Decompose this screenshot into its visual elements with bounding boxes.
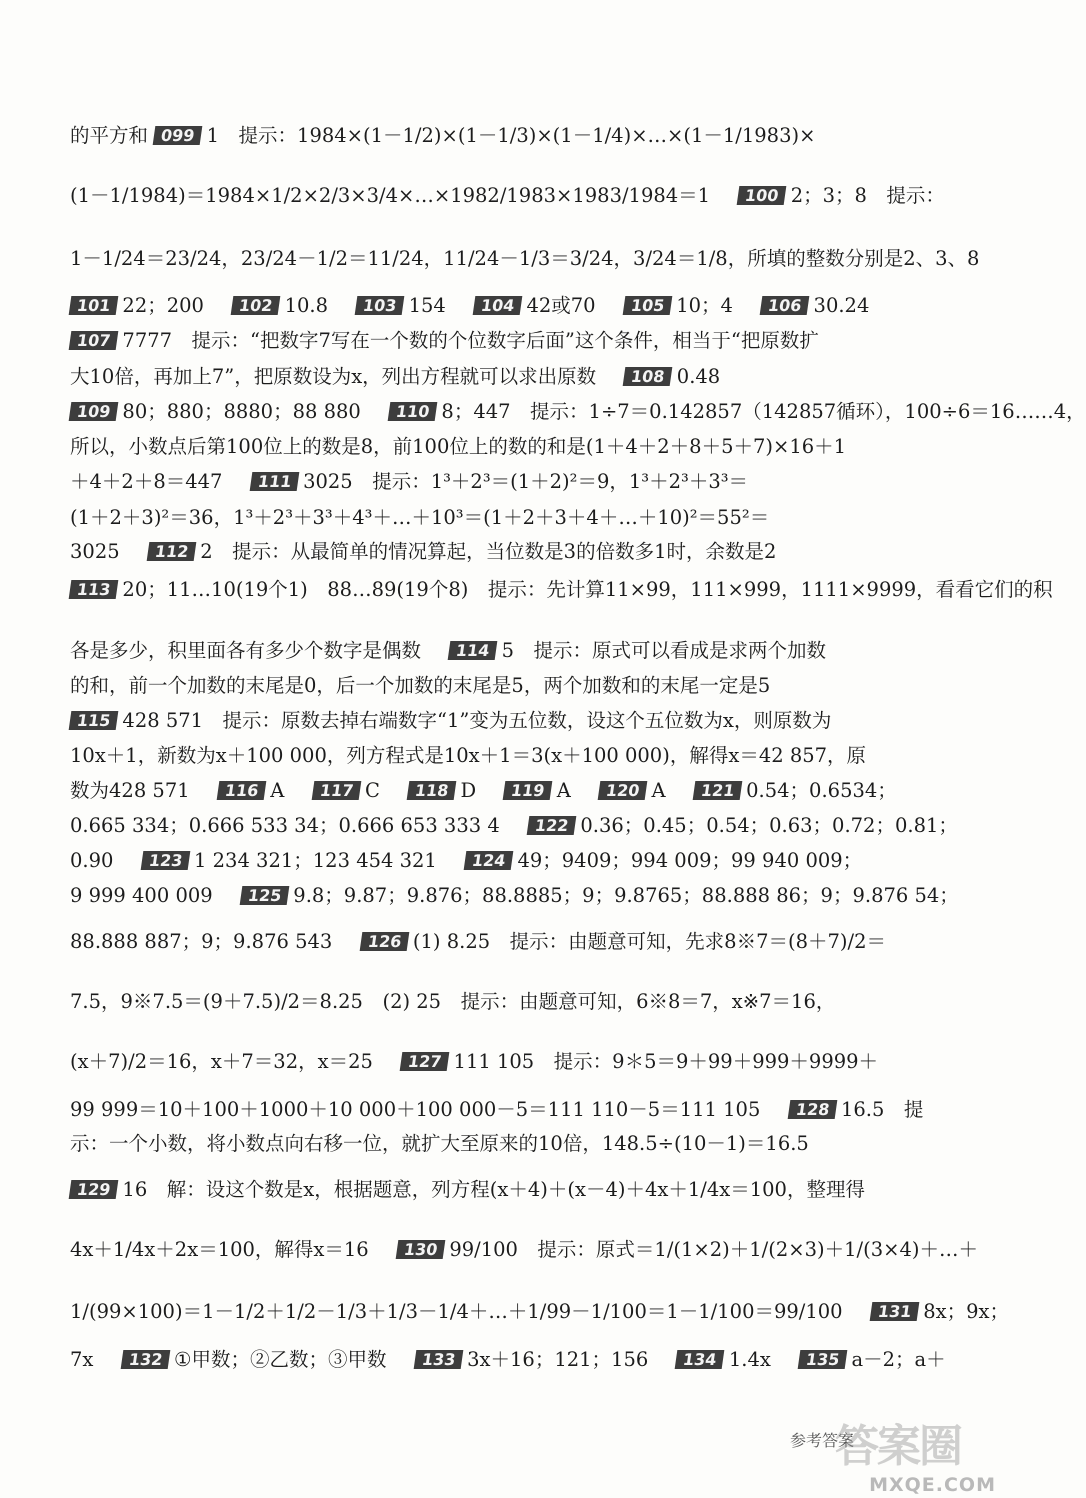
text-row bbox=[70, 576, 1053, 604]
page-footer: 参考答案 bbox=[790, 1431, 855, 1450]
question-number: 111 bbox=[249, 472, 299, 491]
text-row bbox=[70, 538, 915, 566]
question-number: 103 bbox=[355, 296, 405, 315]
answer-text: 16.5 提 bbox=[840, 1098, 924, 1121]
answer-text: 2 提示：从最简单的情况算起，当位数是3的倍数多1时，余数是2 bbox=[200, 540, 777, 563]
text-row bbox=[70, 1096, 924, 1124]
question-number: 116 bbox=[217, 781, 267, 800]
answer-text: 10x＋1，新数为x＋100 000，列方程式是10x＋1＝3(x＋100 000)，解得x＝42 857，原 bbox=[70, 744, 867, 767]
answer-text: 7.5，9※7.5＝(9＋7.5)/2＝8.25 (2) 25 提示：由题意可知，6※8＝7，x※7＝16， bbox=[70, 990, 836, 1013]
text-row bbox=[70, 398, 1086, 426]
question-number: 119 bbox=[503, 781, 553, 800]
question-number: 109 bbox=[69, 402, 119, 421]
answer-text: 数为428 571 bbox=[70, 779, 190, 802]
answer-text: 428 571 提示：原数去掉右端数字“1”变为五位数，设这个五位数为x，则原数为 bbox=[122, 709, 832, 732]
text-row bbox=[70, 812, 958, 840]
text-row bbox=[70, 882, 959, 910]
text-row bbox=[70, 327, 915, 355]
answer-text: ＋4＋2＋8＝447 bbox=[70, 470, 223, 493]
answer-text: A bbox=[556, 779, 571, 802]
text-row bbox=[70, 1236, 978, 1264]
answer-text: a－2；a＋ bbox=[851, 1348, 946, 1371]
question-number: 105 bbox=[622, 296, 672, 315]
answer-text: 88.888 887；9；9.876 543 bbox=[70, 930, 333, 953]
answer-text: 大10倍，再加上7”，把原数设为x，列出方程就可以求出原数 bbox=[70, 365, 597, 388]
question-number: 132 bbox=[120, 1350, 170, 1369]
answer-text: D bbox=[460, 779, 477, 802]
text-row bbox=[70, 245, 980, 273]
answer-text: (1) 8.25 提示：由题意可知，先求8※7＝(8＋7)/2＝ bbox=[412, 930, 886, 953]
answer-text: 7x bbox=[70, 1348, 94, 1371]
text-row bbox=[70, 1346, 946, 1374]
answer-text: 10；4 bbox=[676, 294, 733, 317]
answer-text: 16 解：设这个数是x，根据题意，列方程(x＋4)＋(x－4)＋4x＋1/4x＝100，整理得 bbox=[122, 1178, 865, 1201]
answer-text: 所以，小数点后第100位上的数是8，前100位上的数的和是(1＋4＋2＋8＋5＋7)×16＋1 bbox=[70, 435, 847, 458]
answer-text: 20；11…10(19个1) 88…89(19个8) 提示：先计算11×99，111×999，1111×9999，看看它们的积 bbox=[122, 578, 1053, 601]
answer-text: 3x＋16；121；156 bbox=[467, 1348, 649, 1371]
answer-text: 9.8；9.87；9.876；88.8885；9；9.8765；88.888 86；9；9.876 54； bbox=[293, 884, 959, 907]
answer-text: A bbox=[270, 779, 285, 802]
text-fragment: (1－1/1984)＝1984×1/2×2/3×3/4×…×1982/1983×1983/1984＝1 bbox=[70, 184, 711, 207]
text-row bbox=[70, 637, 915, 665]
text-row bbox=[70, 182, 945, 210]
answer-text: 10.8 bbox=[284, 294, 328, 317]
answer-text: 111 105 提示：9＊5＝9＋99＋999＋9999＋ bbox=[453, 1050, 879, 1073]
question-number: 117 bbox=[311, 781, 361, 800]
text-row bbox=[70, 1130, 915, 1158]
text-row bbox=[70, 928, 915, 956]
text-row bbox=[70, 504, 915, 532]
answer-text: 各是多少，积里面各有多少个数字是偶数 bbox=[70, 639, 422, 662]
answer-text: 0.36；0.45；0.54；0.63；0.72；0.81； bbox=[580, 814, 958, 837]
question-number: 133 bbox=[413, 1350, 463, 1369]
answer-text: 1/(99×100)＝1－1/2＋1/2－1/3＋1/3－1/4＋…＋1/99－1/100＝1－1/100＝99/100 bbox=[70, 1300, 843, 1323]
text-row bbox=[70, 1298, 1009, 1326]
answer-text: 30.24 bbox=[813, 294, 870, 317]
answer-text: 8x；9x； bbox=[923, 1300, 1009, 1323]
answer-text: 0.48 bbox=[676, 365, 721, 388]
question-number: 106 bbox=[760, 296, 810, 315]
question-number: 127 bbox=[400, 1052, 450, 1071]
text-row bbox=[70, 988, 915, 1016]
text-row bbox=[70, 468, 915, 496]
answer-text: 154 bbox=[408, 294, 446, 317]
answer-text: 7777 提示：“把数字7写在一个数的个位数字后面”这个条件，相当于“把原数扩 bbox=[122, 329, 819, 352]
question-number: 112 bbox=[147, 542, 197, 561]
answer-text: 1 234 321；123 454 321 bbox=[194, 849, 437, 872]
text-row bbox=[70, 363, 915, 391]
answer-text: 8；447 提示：1÷7＝0.142857（142857循环），100÷6＝16……4， bbox=[441, 400, 1086, 423]
question-number: 100 bbox=[737, 186, 787, 205]
answer-text: (x＋7)/2＝16，x＋7＝32，x＝25 bbox=[70, 1050, 373, 1073]
question-number: 114 bbox=[448, 641, 498, 660]
question-number: 101 bbox=[69, 296, 119, 315]
watermark-logo: 答案圈 bbox=[835, 1421, 961, 1472]
answer-text: ①甲数；②乙数；③甲数 bbox=[174, 1348, 387, 1371]
answer-text: 示：一个小数，将小数点向右移一位，就扩大至原来的10倍，148.5÷(10－1)＝16.5 bbox=[70, 1132, 809, 1155]
answer-text: 42或70 bbox=[526, 294, 596, 317]
question-number: 110 bbox=[388, 402, 438, 421]
question-number: 122 bbox=[527, 816, 577, 835]
question-number: 131 bbox=[869, 1302, 919, 1321]
answer-text: (1＋2＋3)²＝36，1³＋2³＋3³＋4³＋…＋10³＝(1＋2＋3＋4＋…＋10)²＝55²＝ bbox=[70, 506, 770, 529]
answer-text: 80；880；8880；88 880 bbox=[122, 400, 361, 423]
question-number: 102 bbox=[231, 296, 281, 315]
text-row bbox=[70, 1176, 915, 1204]
question-number: 099 bbox=[153, 126, 203, 145]
text-row bbox=[70, 672, 915, 700]
question-number: 124 bbox=[464, 851, 514, 870]
text-row bbox=[70, 777, 915, 805]
answer-text: 5 提示：原式可以看成是求两个加数 bbox=[501, 639, 827, 662]
question-number: 123 bbox=[140, 851, 190, 870]
question-number: 134 bbox=[675, 1350, 725, 1369]
question-number: 108 bbox=[623, 367, 673, 386]
question-number: 135 bbox=[798, 1350, 848, 1369]
answer-text: 22；200 bbox=[122, 294, 204, 317]
answer-text: 0.665 334；0.666 533 34；0.666 653 333 4 bbox=[70, 814, 500, 837]
answer-text: 99 999＝10＋100＋1000＋10 000＋100 000－5＝111 110－5＝111 105 bbox=[70, 1098, 761, 1121]
text-row bbox=[70, 742, 915, 770]
question-number: 107 bbox=[69, 331, 119, 350]
text-row bbox=[70, 847, 915, 875]
answer-text: 3025 提示：1³＋2³＝(1＋2)²＝9，1³＋2³＋3³＝ bbox=[303, 470, 749, 493]
question-number: 115 bbox=[69, 711, 119, 730]
text-row bbox=[70, 433, 915, 461]
text-row bbox=[70, 292, 915, 320]
question-number: 113 bbox=[69, 580, 119, 599]
answer-text: 0.90 bbox=[70, 849, 114, 872]
text-fragment: 的平方和 bbox=[70, 124, 149, 147]
answer-text: A bbox=[651, 779, 666, 802]
answer-text: 0.54；0.6534； bbox=[746, 779, 897, 802]
answer-text: C bbox=[364, 779, 380, 802]
answer-text: 49；9409；994 009；99 940 009； bbox=[517, 849, 863, 872]
text-fragment: 2；3；8 提示： bbox=[790, 184, 945, 207]
watermark-url: MXQE.COM bbox=[869, 1474, 996, 1496]
answer-text: 4x＋1/4x＋2x＝100，解得x＝16 bbox=[70, 1238, 369, 1261]
answer-text: 3025 bbox=[70, 540, 120, 563]
question-number: 121 bbox=[692, 781, 742, 800]
answer-text: 的和，前一个加数的末尾是0，后一个加数的末尾是5，两个加数和的末尾一定是5 bbox=[70, 674, 771, 697]
question-number: 128 bbox=[787, 1100, 837, 1119]
question-number: 129 bbox=[69, 1180, 119, 1199]
answer-text: 9 999 400 009 bbox=[70, 884, 213, 907]
question-number: 126 bbox=[359, 932, 409, 951]
text-row bbox=[70, 122, 915, 150]
question-number: 104 bbox=[473, 296, 523, 315]
question-number: 130 bbox=[396, 1240, 446, 1259]
text-row bbox=[70, 707, 915, 735]
text-row bbox=[70, 1048, 915, 1076]
question-number: 125 bbox=[240, 886, 290, 905]
answer-text: 1.4x bbox=[728, 1348, 771, 1371]
question-number: 120 bbox=[598, 781, 648, 800]
text-fragment: 1 提示：1984×(1－1/2)×(1－1/3)×(1－1/4)×…×(1－1/1983)× bbox=[206, 124, 816, 147]
answer-text: 99/100 提示：原式＝1/(1×2)＋1/(2×3)＋1/(3×4)＋…＋ bbox=[449, 1238, 978, 1261]
question-number: 118 bbox=[407, 781, 457, 800]
text-fragment: 1－1/24＝23/24，23/24－1/2＝11/24，11/24－1/3＝3/24，3/24＝1/8，所填的整数分别是2、3、8 bbox=[70, 247, 980, 270]
